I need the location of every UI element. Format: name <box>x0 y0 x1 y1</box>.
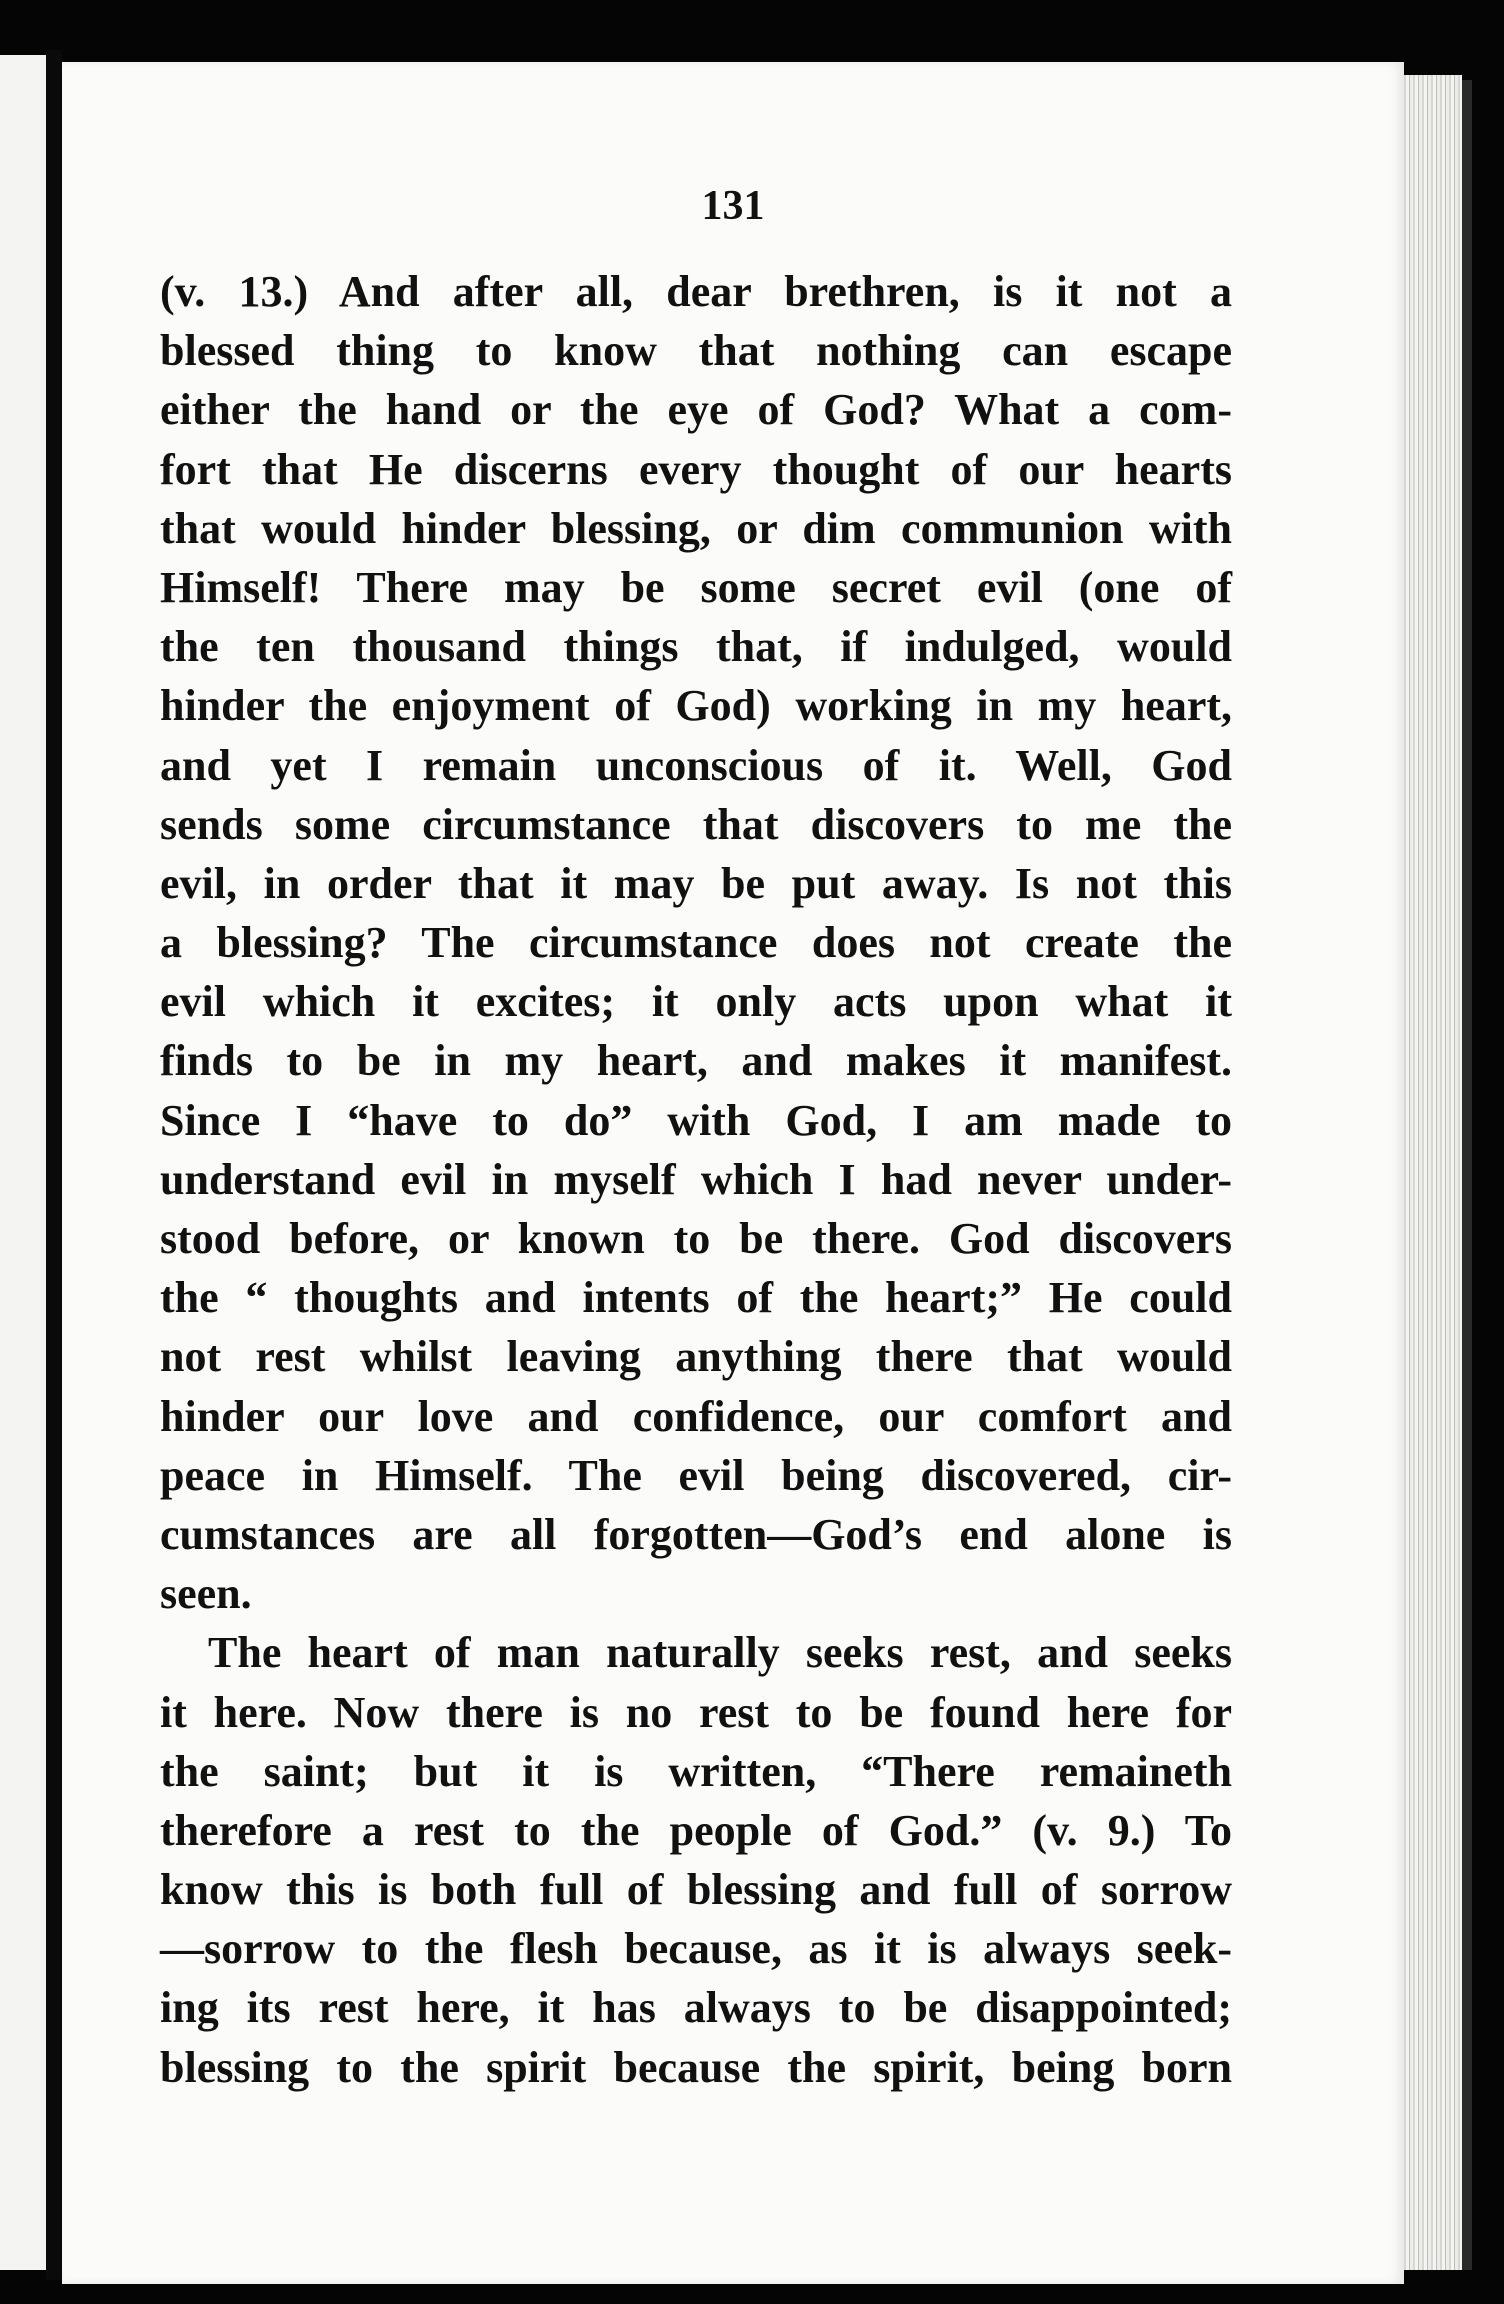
text-line: finds to be in my heart, and makes it manifest. <box>160 1036 1232 1086</box>
text-line: fort that He discerns every thought of our hearts <box>160 444 1232 494</box>
text-line: ing its rest here, it has always to be disappointed; <box>160 1983 1232 2033</box>
text-line: peace in Himself. The evil being discovered, cir- <box>160 1450 1232 1500</box>
text-line: Since I “have to do” with God, I am made to <box>160 1095 1232 1145</box>
book-spine-shadow <box>46 50 62 2280</box>
text-line: stood before, or known to be there. God discovers <box>160 1214 1232 1263</box>
text-line: a blessing? The circumstance does not create the <box>160 918 1232 968</box>
text-line: either the hand or the eye of God? What a com- <box>160 385 1232 435</box>
text-line: understand evil in myself which I had never under- <box>160 1154 1232 1204</box>
text-line: —sorrow to the flesh because, as it is always seek- <box>160 1924 1232 1974</box>
text-line: therefore a rest to the people of God.” (v. 9.) To <box>160 1805 1232 1855</box>
text-line: and yet I remain unconscious of it. Well, God <box>160 740 1232 790</box>
text-line: evil, in order that it may be put away. Is not this <box>160 858 1232 908</box>
body-text <box>160 262 1232 2097</box>
text-line: that would hinder blessing, or dim communion with <box>160 503 1232 553</box>
text-line: hinder the enjoyment of God) working in my heart, <box>160 681 1232 731</box>
facing-page-edge <box>0 55 46 2270</box>
text-line: it here. Now there is no rest to be found here for <box>160 1687 1232 1737</box>
text-line: the ten thousand things that, if indulged, would <box>160 622 1232 672</box>
text-line: (v. 13.) And after all, dear brethren, is it not a <box>160 267 1232 316</box>
text-line: cumstances are all forgotten—God’s end alone is <box>160 1509 1232 1559</box>
page-stack-shadow <box>1462 80 1472 2270</box>
text-line: evil which it excites; it only acts upon what it <box>160 977 1232 1027</box>
text-line: The heart of man naturally seeks rest, and seeks <box>208 1628 1232 1678</box>
text-line: seen. <box>160 1569 252 1619</box>
text-line: Himself! There may be some secret evil (one of <box>160 562 1232 612</box>
text-line: sends some circumstance that discovers to me the <box>160 799 1232 849</box>
text-line: know this is both full of blessing and full of sorrow <box>160 1865 1232 1915</box>
page-stack-edges <box>1404 75 1462 2270</box>
text-line: the saint; but it is written, “There remaineth <box>160 1746 1232 1796</box>
text-line: blessed thing to know that nothing can escape <box>160 326 1232 376</box>
text-line: blessing to the spirit because the spirit, being born <box>160 2042 1232 2092</box>
page-number: 131 <box>701 183 765 229</box>
text-line: not rest whilst leaving anything there that would <box>160 1332 1232 1382</box>
text-line: the “ thoughts and intents of the heart;” He could <box>160 1273 1232 1323</box>
text-line: hinder our love and confidence, our comfort and <box>160 1391 1232 1441</box>
